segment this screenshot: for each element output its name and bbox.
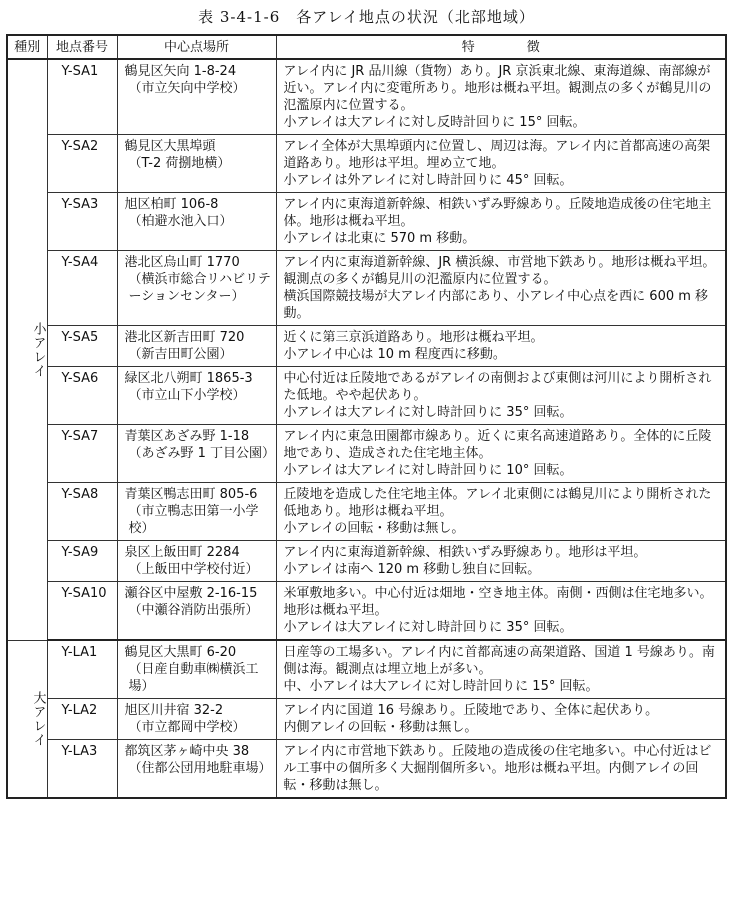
feature-text: アレイ内に JR 品川線（貨物）あり。JR 京浜東北線、東海道線、南部線が近い。アレイ内に変電所あり。地形は概ね平坦。観測点の多くが鶴見川の氾濫原内に位置する。: [283, 64, 712, 113]
table-row: [7, 541, 726, 582]
table-row: [7, 582, 726, 641]
location-facility: （市立山下小学校）: [128, 388, 246, 403]
location-address: 鶴見区大黒町 6-20: [124, 645, 237, 660]
center-location-cell: [117, 425, 276, 483]
location-facility: （上飯田中学校付近）: [128, 562, 259, 577]
feature-text: 中、小アレイは大アレイに対し時計回りに 15° 回転。: [283, 679, 599, 694]
table-row: [7, 193, 726, 251]
location-facility: （柏避水池入口）: [128, 214, 233, 229]
feature-cell: [276, 59, 726, 135]
feature-text: 小アレイの回転・移動は無し。: [283, 521, 465, 536]
feature-text: アレイ内に東海道新幹線、相鉄いずみ野線あり。地形は平坦。: [283, 545, 647, 560]
feature-text: 近くに第三京浜道路あり。地形は概ね平坦。: [283, 330, 544, 345]
feature-cell: [276, 425, 726, 483]
header-type: 種別: [7, 35, 47, 59]
center-location-cell: [117, 251, 276, 326]
feature-text: 日産等の工場多い。アレイ内に首都高速の高架道路、国道 1 号線あり。南側は海。観測点は埋立地上が多い。: [283, 645, 715, 677]
feature-cell: [276, 193, 726, 251]
table-caption: 表 3-4-1-6 各アレイ地点の状況（北部地域）: [198, 8, 535, 26]
feature-cell: [276, 582, 726, 641]
location-facility: （中瀬谷消防出張所）: [128, 603, 259, 618]
site-code-cell: Y-SA4: [47, 251, 117, 326]
center-location-cell: [117, 640, 276, 699]
feature-text: 小アレイは外アレイに対し時計回りに 45° 回転。: [283, 173, 573, 188]
location-address: 瀬谷区中屋敷 2-16-15: [124, 586, 258, 601]
table-header-row: [7, 35, 726, 59]
array-type-cell: 大アレイ: [7, 640, 47, 798]
site-code-cell: Y-SA5: [47, 326, 117, 367]
location-address: 鶴見区矢向 1-8-24: [124, 64, 237, 79]
feature-text: 丘陵地を造成した住宅地主体。アレイ北東側には鶴見川により開析された低地あり。地形は概ね平坦。: [283, 487, 712, 519]
location-address: 港北区烏山町 1770: [124, 255, 240, 270]
table-row: [7, 483, 726, 541]
feature-text: アレイ全体が大黒埠頭内に位置し、周辺は海。アレイ内に首都高速の高架道路あり。地形は平坦。埋め立て地。: [283, 139, 711, 171]
table-row: [7, 135, 726, 193]
location-address: 緑区北八朔町 1865-3: [124, 371, 253, 386]
feature-cell: [276, 251, 726, 326]
center-location-cell: [117, 699, 276, 740]
location-address: 都筑区茅ヶ崎中央 38: [124, 744, 250, 759]
location-facility: （新吉田町公園）: [128, 347, 233, 362]
feature-cell: [276, 699, 726, 740]
location-address: 青葉区鴨志田町 805-6: [124, 487, 258, 502]
center-location-cell: [117, 541, 276, 582]
site-code-cell: Y-SA6: [47, 367, 117, 425]
table-row: [7, 425, 726, 483]
feature-text: 小アレイは大アレイに対し時計回りに 35° 回転。: [283, 620, 573, 635]
feature-text: 小アレイは北東に 570 m 移動。: [283, 231, 476, 246]
feature-cell: [276, 541, 726, 582]
feature-cell: [276, 367, 726, 425]
feature-text: 小アレイは大アレイに対し反時計回りに 15° 回転。: [283, 115, 586, 130]
feature-cell: [276, 135, 726, 193]
feature-text: 内側アレイの回転・移動は無し。: [283, 720, 478, 735]
feature-text: アレイ内に東海道新幹線、JR 横浜線、市営地下鉄あり。地形は概ね平坦。観測点の多くが鶴見川の氾濫原内に位置する。: [283, 255, 716, 287]
site-code-cell: Y-SA7: [47, 425, 117, 483]
feature-cell: [276, 483, 726, 541]
table-row: [7, 326, 726, 367]
center-location-cell: [117, 326, 276, 367]
array-type-cell: 小アレイ: [7, 59, 47, 640]
center-location-cell: [117, 483, 276, 541]
location-address: 鶴見区大黒埠頭: [124, 139, 216, 154]
location-address: 旭区柏町 106-8: [124, 197, 219, 212]
feature-text: 横浜国際競技場が大アレイ内部にあり、小アレイ中心点を西に 600 m 移動。: [283, 289, 709, 321]
feature-cell: [276, 326, 726, 367]
feature-text: 小アレイは大アレイに対し時計回りに 35° 回転。: [283, 405, 573, 420]
feature-text: アレイ内に国道 16 号線あり。丘陵地であり、全体に起伏あり。: [283, 703, 659, 718]
table-row: [7, 367, 726, 425]
location-address: 港北区新吉田町 720: [124, 330, 245, 345]
feature-text: 中心付近は丘陵地であるがアレイの南側および東側は河川により開析された低地。やや起伏あり。: [283, 371, 712, 403]
table-row: [7, 740, 726, 799]
feature-text: アレイ内に市営地下鉄あり。丘陵地の造成後の住宅地多い。中心付近はビル工事中の個所多く大掘削個所多い。地形は概ね平坦。内側アレイの回転・移動は無し。: [283, 744, 712, 793]
table-row: [7, 251, 726, 326]
location-address: 青葉区あざみ野 1-18: [124, 429, 250, 444]
feature-text: 小アレイは大アレイに対し時計回りに 10° 回転。: [283, 463, 573, 478]
site-code-cell: Y-SA3: [47, 193, 117, 251]
header-place: 中心点場所: [117, 35, 276, 59]
feature-text: 小アレイは南へ 120 m 移動し独自に回転。: [283, 562, 541, 577]
center-location-cell: [117, 193, 276, 251]
site-code-cell: Y-LA1: [47, 640, 117, 699]
feature-text: アレイ内に東海道新幹線、相鉄いずみ野線あり。丘陵地造成後の住宅地主体。地形は概ね平坦。: [283, 197, 712, 229]
center-location-cell: [117, 135, 276, 193]
feature-cell: [276, 740, 726, 799]
feature-text: アレイ内に東急田園都市線あり。近くに東名高速道路あり。全体的に丘陵地であり、造成された住宅地主体。: [283, 429, 712, 461]
site-code-cell: Y-SA8: [47, 483, 117, 541]
location-facility: （市立都岡中学校）: [128, 720, 246, 735]
feature-text: 小アレイ中心は 10 m 程度西に移動。: [283, 347, 506, 362]
site-code-cell: Y-SA9: [47, 541, 117, 582]
site-code-cell: Y-LA3: [47, 740, 117, 799]
location-facility: （市立矢向中学校）: [128, 81, 246, 96]
location-facility: （あざみ野 1 丁目公園）: [128, 446, 276, 461]
site-code-cell: Y-SA10: [47, 582, 117, 641]
table-row: [7, 640, 726, 699]
site-code-cell: Y-SA2: [47, 135, 117, 193]
location-facility: （T-2 荷捌地横）: [128, 156, 231, 171]
center-location-cell: [117, 582, 276, 641]
center-location-cell: [117, 740, 276, 799]
site-code-cell: Y-LA2: [47, 699, 117, 740]
location-address: 旭区川井宿 32-2: [124, 703, 224, 718]
center-location-cell: [117, 367, 276, 425]
location-facility: （横浜市総合リハビリテーションセンター）: [128, 272, 271, 304]
header-code: 地点番号: [47, 35, 117, 59]
table-row: [7, 59, 726, 135]
location-facility: （市立鴨志田第一小学校）: [128, 504, 259, 536]
center-location-cell: [117, 59, 276, 135]
location-facility: （日産自動車㈱横浜工場）: [128, 662, 259, 694]
location-facility: （住都公団用地駐車場）: [128, 761, 272, 776]
header-feature: 特 徴: [276, 35, 726, 59]
feature-cell: [276, 640, 726, 699]
feature-text: 米軍敷地多い。中心付近は畑地・空き地主体。南側・西側は住宅地多い。地形は概ね平坦。: [283, 586, 713, 618]
table-row: [7, 699, 726, 740]
site-code-cell: Y-SA1: [47, 59, 117, 135]
array-status-table: [6, 34, 727, 799]
location-address: 泉区上飯田町 2284: [124, 545, 240, 560]
